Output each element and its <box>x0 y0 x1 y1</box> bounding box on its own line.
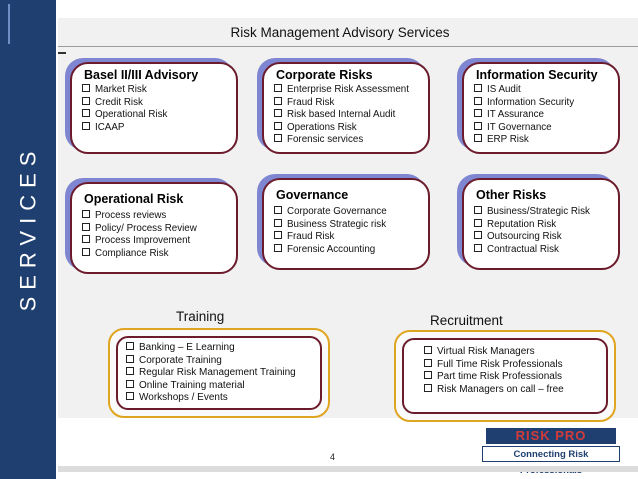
checkbox-icon <box>126 380 134 388</box>
card-list <box>82 84 230 134</box>
list-item: Operational Risk <box>82 109 230 122</box>
list-item: Compliance Risk <box>82 248 230 261</box>
recruitment-box <box>394 330 616 422</box>
checkbox-icon <box>82 210 90 218</box>
list-item: Regular Risk Management Training <box>126 367 296 380</box>
training-box <box>108 328 330 418</box>
list-item: IT Assurance <box>474 109 612 122</box>
list-item: Outsourcing Risk <box>474 231 612 244</box>
recruitment-label: Recruitment <box>430 313 503 328</box>
training-list <box>126 342 296 405</box>
list-item: Policy/ Process Review <box>82 223 230 236</box>
checkbox-icon <box>474 219 482 227</box>
list-item: Enterprise Risk Assessment <box>274 84 422 97</box>
card-title: Information Security <box>476 68 598 82</box>
card-list <box>274 206 422 256</box>
checkbox-icon <box>474 84 482 92</box>
sidebar <box>0 0 56 479</box>
list-item: Process reviews <box>82 210 230 223</box>
checkbox-icon <box>274 134 282 142</box>
list-item: Risk Managers on call – free <box>424 384 564 397</box>
list-item: Process Improvement <box>82 235 230 248</box>
checkbox-icon <box>424 384 432 392</box>
checkbox-icon <box>274 84 282 92</box>
card-list <box>474 206 612 256</box>
checkbox-icon <box>274 109 282 117</box>
card-title: Governance <box>276 188 349 202</box>
checkbox-icon <box>82 235 90 243</box>
card-list <box>82 210 230 260</box>
list-item: ERP Risk <box>474 134 612 147</box>
checkbox-icon <box>82 248 90 256</box>
list-item: Contractual Risk <box>474 244 612 257</box>
checkbox-icon <box>82 97 90 105</box>
title-dash <box>58 52 66 54</box>
list-item: Banking – E Learning <box>126 342 296 355</box>
checkbox-icon <box>274 231 282 239</box>
page-number: 4 <box>330 452 336 462</box>
recruitment-list <box>424 346 564 396</box>
checkbox-icon <box>474 231 482 239</box>
list-item: Information Security <box>474 97 612 110</box>
card-information-security <box>462 62 620 154</box>
sidebar-stripe <box>8 4 14 44</box>
list-item: Corporate Governance <box>274 206 422 219</box>
list-item: Reputation Risk <box>474 219 612 232</box>
card-other-risks <box>462 178 620 270</box>
bottom-stripe <box>58 466 638 472</box>
logo-brand: RISK PRO <box>486 428 616 444</box>
card-title: Operational Risk <box>84 192 184 206</box>
checkbox-icon <box>274 219 282 227</box>
list-item: Online Training material <box>126 380 296 393</box>
card-governance <box>262 178 430 270</box>
card-corporate-risks <box>262 62 430 154</box>
checkbox-icon <box>82 109 90 117</box>
card-basel <box>70 62 238 154</box>
checkbox-icon <box>274 97 282 105</box>
checkbox-icon <box>474 206 482 214</box>
list-item: Workshops / Events <box>126 392 296 405</box>
list-item: Part time Risk Professionals <box>424 371 564 384</box>
checkbox-icon <box>424 359 432 367</box>
checkbox-icon <box>424 346 432 354</box>
card-title: Corporate Risks <box>276 68 373 82</box>
checkbox-icon <box>126 367 134 375</box>
checkbox-icon <box>474 109 482 117</box>
card-title: Basel II/III Advisory <box>84 68 199 82</box>
logo-tagline: Connecting Risk <box>482 446 620 462</box>
training-label: Training <box>176 309 225 324</box>
checkbox-icon <box>274 244 282 252</box>
checkbox-icon <box>82 122 90 130</box>
checkbox-icon <box>474 122 482 130</box>
list-item: Risk based Internal Audit <box>274 109 422 122</box>
list-item: Full Time Risk Professionals <box>424 359 564 372</box>
list-item: Operations Risk <box>274 122 422 135</box>
checkbox-icon <box>274 122 282 130</box>
list-item: Fraud Risk <box>274 231 422 244</box>
sidebar-word <box>8 118 48 338</box>
list-item: Forensic Accounting <box>274 244 422 257</box>
list-item: Virtual Risk Managers <box>424 346 564 359</box>
checkbox-icon <box>274 206 282 214</box>
training-inner <box>116 336 322 410</box>
checkbox-icon <box>82 84 90 92</box>
checkbox-icon <box>126 342 134 350</box>
checkbox-icon <box>474 244 482 252</box>
list-item: Business/Strategic Risk <box>474 206 612 219</box>
list-item: Business Strategic risk <box>274 219 422 232</box>
checkbox-icon <box>126 392 134 400</box>
list-item: Credit Risk <box>82 97 230 110</box>
list-item: IS Audit <box>474 84 612 97</box>
list-item: Forensic services <box>274 134 422 147</box>
card-list <box>474 84 612 147</box>
list-item: Fraud Risk <box>274 97 422 110</box>
checkbox-icon <box>126 355 134 363</box>
recruitment-inner <box>402 338 608 414</box>
checkbox-icon <box>82 223 90 231</box>
checkbox-icon <box>474 97 482 105</box>
card-title: Other Risks <box>476 188 547 202</box>
title-divider <box>58 46 638 47</box>
list-item: IT Governance <box>474 122 612 135</box>
page-title: Risk Management Advisory Services <box>230 25 450 40</box>
list-item: Corporate Training <box>126 355 296 368</box>
risk-pro-logo <box>478 426 624 464</box>
checkbox-icon <box>424 371 432 379</box>
list-item: Market Risk <box>82 84 230 97</box>
card-list <box>274 84 422 147</box>
list-item: ICAAP <box>82 122 230 135</box>
services-label: SERVICES <box>15 144 41 312</box>
checkbox-icon <box>474 134 482 142</box>
card-operational-risk <box>70 182 238 274</box>
